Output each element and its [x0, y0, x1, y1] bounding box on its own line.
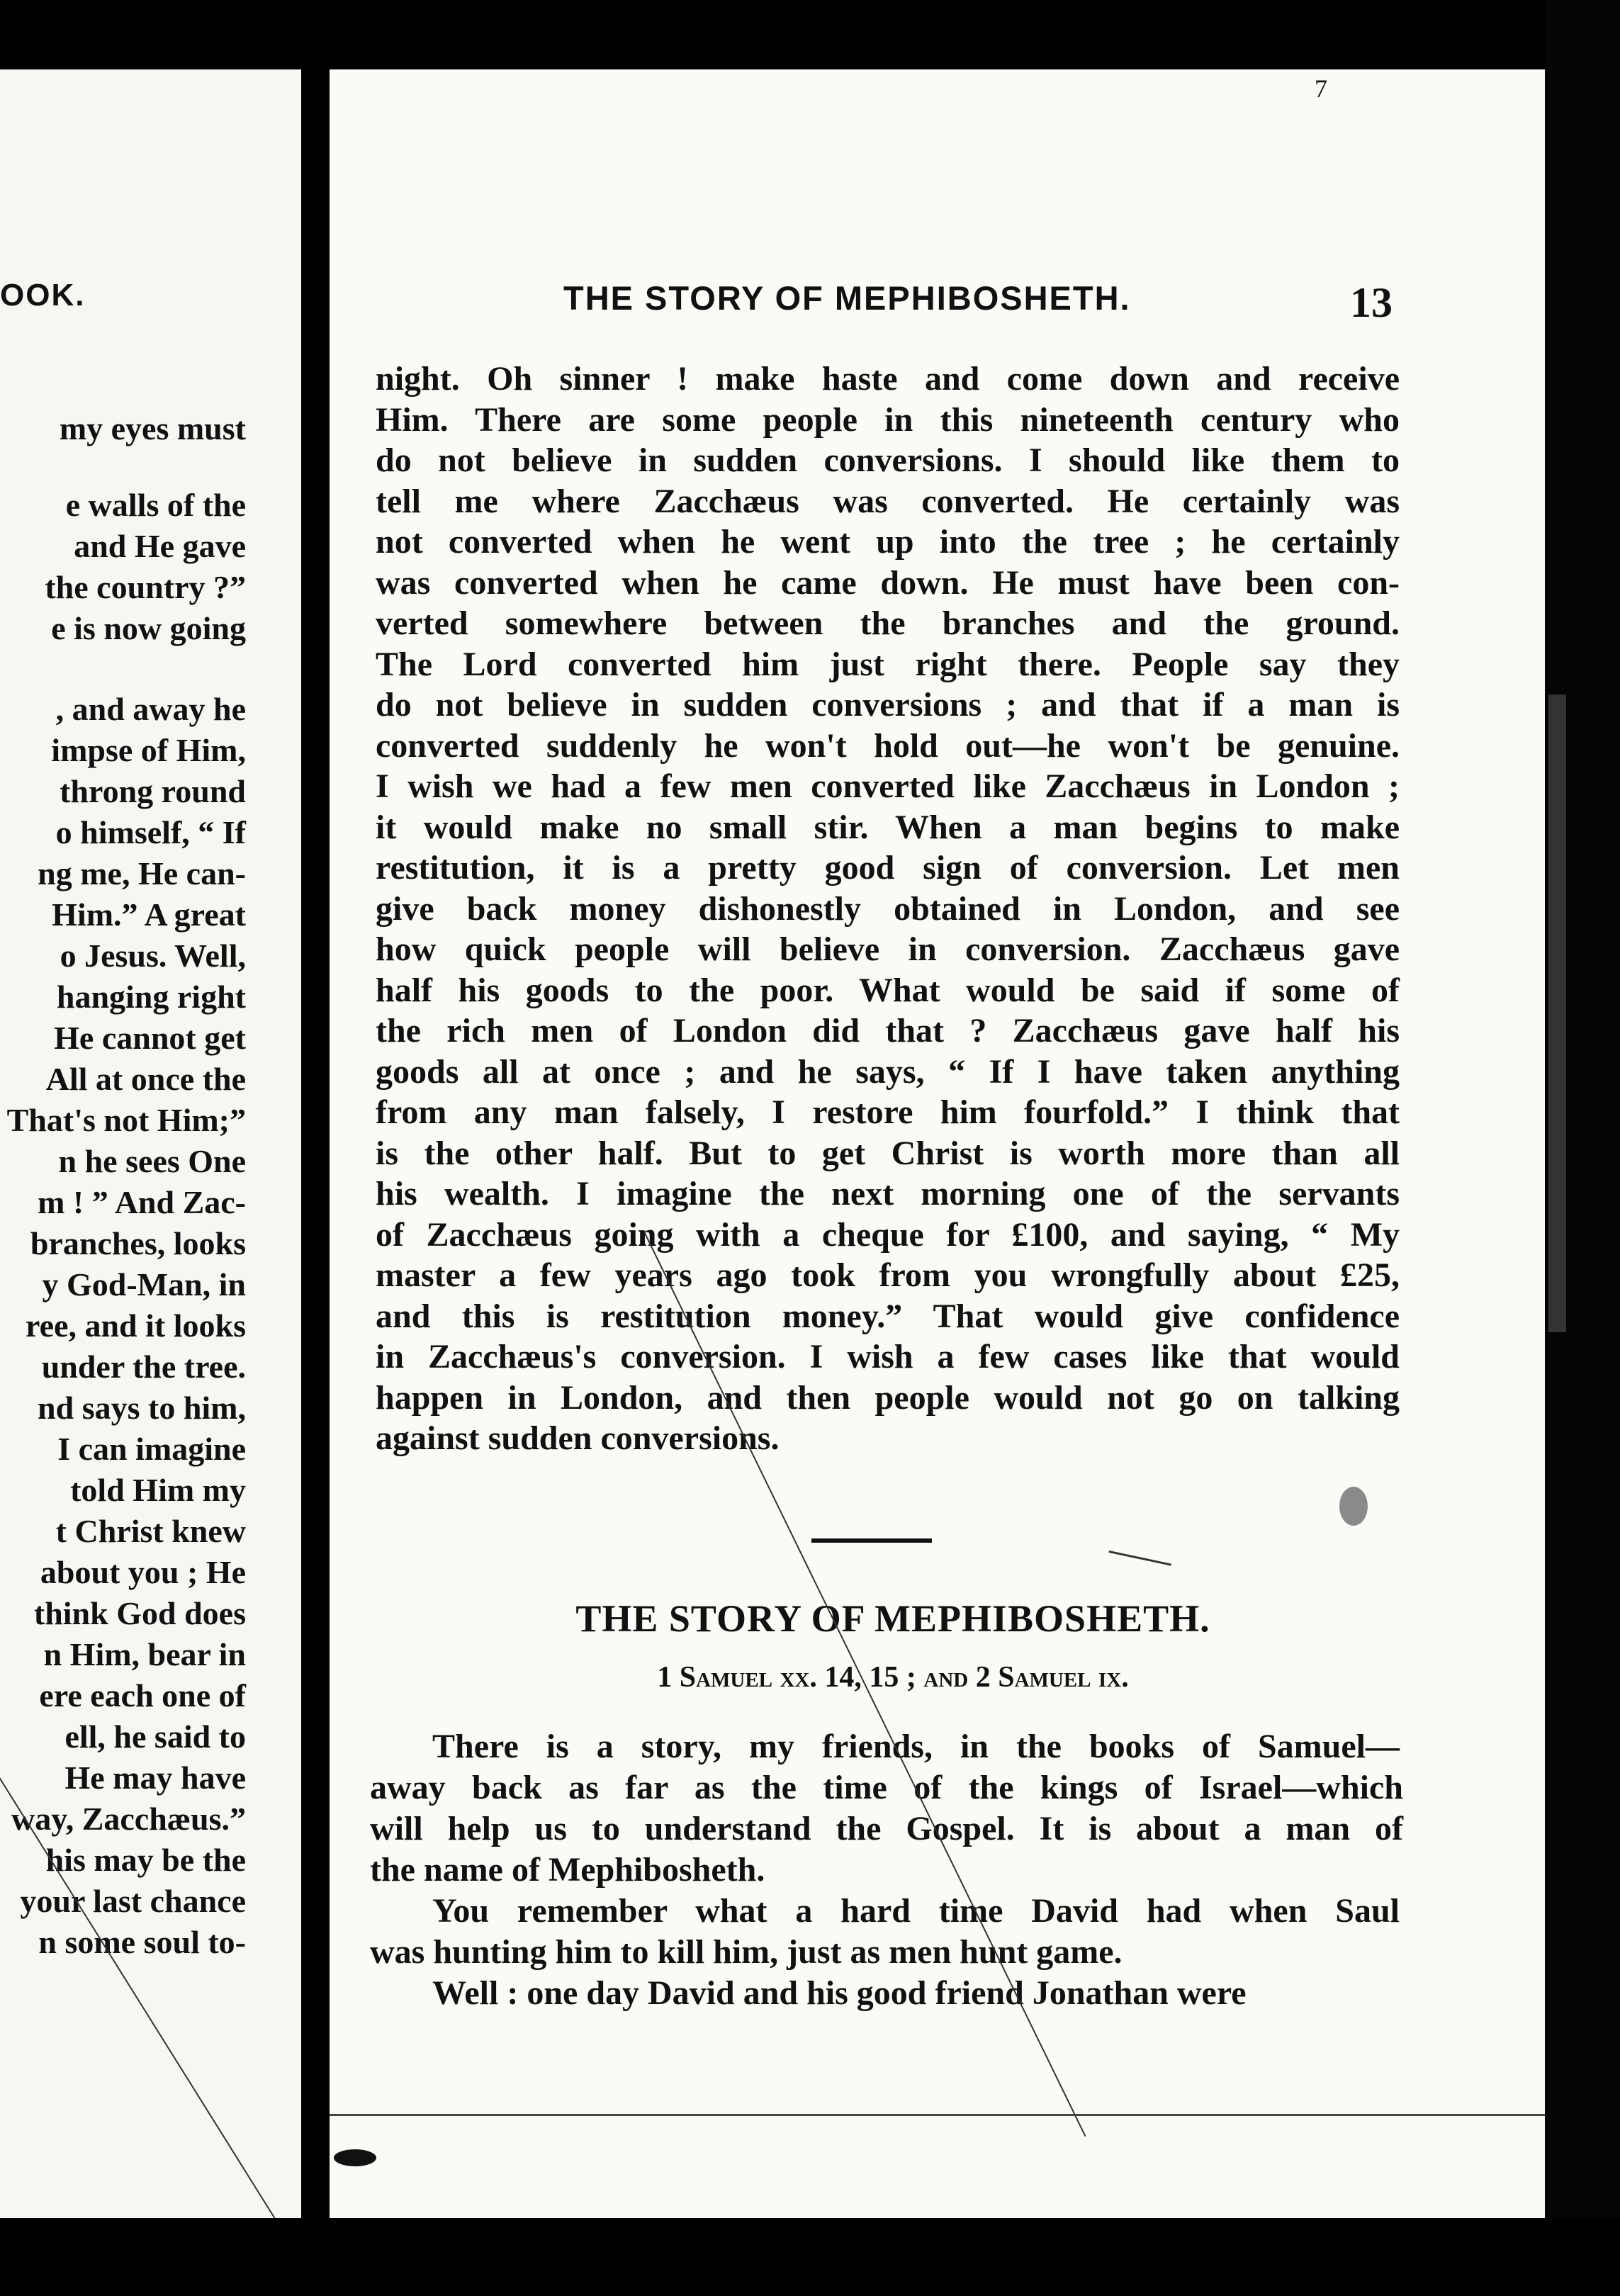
left-page-line: nd says to him, [38, 1390, 246, 1426]
left-page-line: e is now going [51, 610, 246, 646]
left-page-line: o Jesus. Well, [60, 938, 246, 974]
left-page-line: y God-Man, in [42, 1266, 246, 1302]
ink-smudge [1339, 1487, 1368, 1526]
left-page-line: n some soul to- [38, 1924, 246, 1960]
ink-blot [334, 2149, 376, 2166]
body-text-line: goods all at once ; and he says, “ If I have taken anything [376, 1052, 1400, 1091]
body-text-line: do not believe in sudden conversions. I should like them to [376, 441, 1400, 479]
scan-border-bottom [0, 2218, 1620, 2296]
left-page-line: told Him my [70, 1472, 246, 1508]
body-text-line: restitution, it is a pretty good sign of conversion. Let men [376, 849, 1400, 887]
left-page-line: I can imagine [57, 1431, 246, 1467]
body-text-line: and this is restitution money.” That would give confidence [376, 1297, 1400, 1335]
corner-mark: 7 [1315, 74, 1327, 103]
body-text-line: master a few years ago took from you wrongfully about £25, [376, 1256, 1400, 1294]
left-page-line: throng round [60, 773, 246, 809]
left-page-line: ere each one of [39, 1677, 246, 1713]
scripture-reference: 1 Samuel xx. 14, 15 ; and 2 Samuel ix. [657, 1661, 1129, 1694]
left-page-line: branches, looks [30, 1225, 246, 1261]
left-page-line: ell, he said to [64, 1718, 246, 1755]
body-text-line: converted suddenly he won't hold out—he won't be genuine. [376, 726, 1400, 765]
left-page [0, 69, 301, 2218]
body-text-line: in Zacchæus's conversion. I wish a few cases like that would [376, 1338, 1400, 1375]
body-text-line: Him. There are some people in this nineteenth century who [376, 400, 1400, 439]
body-text-line: give back money dishonestly obtained in London, and see [376, 889, 1400, 928]
left-page-line: e walls of the [65, 487, 246, 523]
left-page-line: and He gave [74, 528, 246, 564]
body-text-line: was converted when he came down. He must have been con- [376, 563, 1400, 602]
left-page-line: under the tree. [41, 1349, 246, 1385]
left-page-line: He may have [64, 1760, 246, 1796]
left-page-line: , and away he [55, 691, 246, 727]
left-page-line: impse of Him, [51, 732, 246, 768]
section-text-line: was hunting him to kill him, just as men hunt game. [370, 1933, 1123, 1971]
left-page-line: hanging right [56, 979, 246, 1015]
left-page-line: All at once the [45, 1061, 246, 1097]
body-text-line: The Lord converted him just right there. People say they [376, 645, 1400, 683]
left-running-header: OOK. [0, 278, 86, 313]
scan-border-top [0, 0, 1620, 71]
body-text-line: from any man falsely, I restore him fourfold.” I think that [376, 1093, 1400, 1131]
page-gutter [301, 69, 330, 2218]
left-page-line: about you ; He [40, 1554, 246, 1590]
left-page-line: your last chance [20, 1883, 246, 1919]
left-page-line: t Christ knew [55, 1513, 246, 1549]
body-text-line: is the other half. But to get Christ is worth more than all [376, 1134, 1400, 1172]
body-text-line: his wealth. I imagine the next morning one of the servants [376, 1175, 1400, 1212]
page-edge-shadow [1548, 694, 1566, 1332]
body-text-line: I wish we had a few men converted like Zacchæus in London ; [376, 767, 1400, 805]
scratch-mark [1108, 1551, 1171, 1566]
page-number: 13 [1350, 279, 1393, 326]
left-page-line: ng me, He can- [38, 855, 246, 891]
body-text-line: it would make no small stir. When a man begins to make [376, 808, 1400, 846]
left-page-line: n he sees One [58, 1143, 246, 1179]
body-text-line: night. Oh sinner ! make haste and come down and receive [376, 360, 1400, 398]
section-text-line: the name of Mephibosheth. [370, 1851, 765, 1889]
left-page-line: his may be the [45, 1842, 246, 1878]
left-page-line: m ! ” And Zac- [38, 1184, 246, 1220]
left-page-line: way, Zacchæus.” [11, 1801, 246, 1837]
body-text-line: do not believe in sudden conversions ; and that if a man is [376, 686, 1400, 724]
section-text-line: away back as far as the time of the kings of Israel—which [370, 1769, 1403, 1806]
body-text-line: against sudden conversions. [376, 1419, 780, 1457]
body-text-line: the rich men of London did that ? Zacchæus gave half his [376, 1012, 1400, 1049]
left-page-line: He cannot get [54, 1020, 246, 1056]
left-page-line: ree, and it looks [26, 1307, 246, 1344]
body-text-line: how quick people will believe in conversion. Zacchæus gave [376, 930, 1400, 968]
section-text-line: There is a story, my friends, in the books of Samuel— [432, 1728, 1400, 1765]
left-page-line: Him.” A great [52, 896, 246, 933]
left-page-line: think God does [33, 1595, 246, 1631]
section-title: THE STORY OF MEPHIBOSHETH. [575, 1597, 1210, 1640]
left-page-line: the country ?” [45, 569, 246, 605]
body-text-line: tell me where Zacchæus was converted. He certainly was [376, 482, 1400, 520]
body-text-line: of Zacchæus going with a cheque for £100, and saying, “ My [376, 1215, 1400, 1254]
body-text-line: half his goods to the poor. What would be said if some of [376, 971, 1400, 1009]
body-text-line: not converted when he went up into the tree ; he certainly [376, 523, 1400, 561]
section-text-line: will help us to understand the Gospel. It is about a man of [370, 1810, 1403, 1847]
body-text-line: happen in London, and then people would not go on talking [376, 1378, 1400, 1417]
section-text-line: Well : one day David and his good friend Jonathan were [432, 1974, 1247, 2012]
left-page-line: That's not Him;” [6, 1102, 246, 1138]
section-divider [811, 1538, 932, 1543]
left-page-line: my eyes must [59, 410, 246, 446]
section-text-line: You remember what a hard time David had when Saul [432, 1892, 1400, 1930]
body-text-line: verted somewhere between the branches and the ground. [376, 604, 1400, 642]
main-page [330, 69, 1545, 2218]
left-page-line: o himself, “ If [55, 814, 246, 850]
running-title: THE STORY OF MEPHIBOSHETH. [563, 279, 1131, 317]
page-bottom-rule [330, 2114, 1545, 2116]
left-page-line: n Him, bear in [43, 1636, 246, 1672]
